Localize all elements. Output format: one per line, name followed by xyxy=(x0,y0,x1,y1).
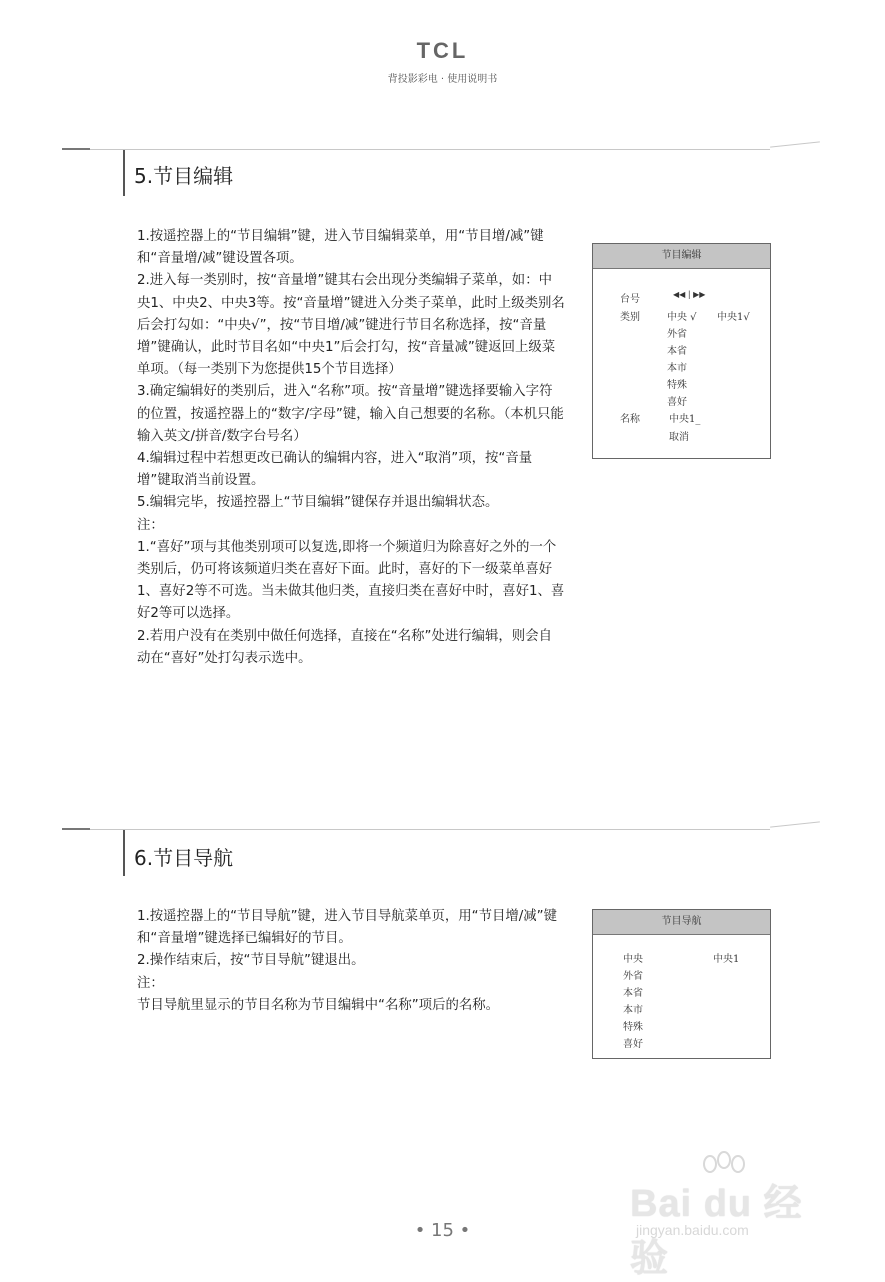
channel-arrows: ◀◀ | ▶▶ xyxy=(673,290,706,299)
cancel-item: 取消 xyxy=(669,432,689,443)
nav-category-item: 喜好 xyxy=(623,1039,643,1050)
section5-body xyxy=(137,226,565,670)
name-value: 中央1_ xyxy=(669,414,701,425)
category-label: 类别 xyxy=(620,312,640,323)
section5-paragraph: 3.确定编辑好的类别后，进入“名称”项。按“音量增”键选择要输入字符的位置，按遥控器上的“数字/字母”键，输入自己想要的名称。（本机只能输入英文/拼音/数字台号名） xyxy=(137,384,564,444)
section6-vertical-bar xyxy=(123,830,125,876)
page-number: • 15 • xyxy=(414,1220,471,1241)
section5-paragraph: 2.若用户没有在类别中做任何选择，直接在“名称”处进行编辑，则会自动在“喜好”处打勾表示选中。 xyxy=(137,628,552,666)
name-label: 名称 xyxy=(620,414,640,425)
section5-paragraph: 5.编辑完毕，按遥控器上“节目编辑”键保存并退出编辑状态。 xyxy=(137,495,499,511)
nav-program-item: 中央1 xyxy=(713,954,740,965)
program-edit-menu-header: 节目编辑 xyxy=(593,244,770,269)
category-item: 本市 xyxy=(667,363,687,374)
manual-subtitle: 背投影彩电 · 使用说明书 xyxy=(387,74,498,85)
nav-category-item: 外省 xyxy=(623,971,643,982)
section5-paragraph: 4.编辑过程中若想更改已确认的编辑内容，进入“取消”项，按“音量增”键取消当前设置。 xyxy=(137,451,533,489)
section5-divider-tail xyxy=(770,141,820,147)
category-item: 特殊 xyxy=(667,380,687,391)
section5-note-label: 注： xyxy=(137,517,164,533)
program-nav-menu-illustration xyxy=(592,909,771,1059)
program-edit-menu-illustration xyxy=(592,243,771,459)
nav-category-item: 特殊 xyxy=(623,1022,643,1033)
section5-paragraph: 1.“喜好”项与其他类别项可以复选,即将一个频道归为除喜好之外的一个类别后，仍可将该频道归类在喜好下面。此时，喜好的下一级菜单喜好1、喜好2等不可选。当未做其他归类，直接归类在喜好中时，喜好1、喜好2等可以选择。 xyxy=(137,539,565,622)
section5-divider xyxy=(90,149,770,150)
section6-paragraph: 2.操作结束后，按“节目导航”键退出。 xyxy=(137,953,365,969)
nav-category-item: 中央 xyxy=(623,954,643,965)
channel-label: 台号 xyxy=(620,294,640,305)
section5-title: 5.节目编辑 xyxy=(134,164,234,188)
category-item: 中央 √ xyxy=(667,312,697,323)
section6-body xyxy=(137,906,565,1017)
section6-divider-tail xyxy=(770,821,820,827)
section6-divider xyxy=(90,829,770,830)
section5-vertical-bar xyxy=(123,150,125,196)
watermark-url: jingyan.baidu.com xyxy=(636,1222,749,1238)
category-item: 本省 xyxy=(667,346,687,357)
sub-item: 中央1√ xyxy=(717,312,750,323)
section5-paragraph: 2.进入每一类别时，按“音量增”键其右会出现分类编辑子菜单，如：中央1、中央2、中央3等。按“音量增”键进入分类子菜单，此时上级类别名后会打勾如：“中央√”，按“节目增/减”键进行节目名称选择，按“音量增”键确认，此时节目名如“中央1”后会打勾，按“音量减”键返回上级菜单项。（每一类别下为您提供15个节目选择） xyxy=(137,273,565,378)
section5-left-mark xyxy=(62,148,90,150)
section6-paragraph: 1.按遥控器上的“节目导航”键，进入节目导航菜单页，用“节目增/减”键和“音量增”键选择已编辑好的节目。 xyxy=(137,909,557,947)
nav-category-item: 本省 xyxy=(623,988,643,999)
section6-paragraph: 节目导航里显示的节目名称为节目编辑中“名称”项后的名称。 xyxy=(137,997,500,1013)
category-item: 喜好 xyxy=(667,397,687,408)
program-nav-menu-header: 节目导航 xyxy=(593,910,770,935)
brand-logo: TCL xyxy=(416,38,469,63)
category-item: 外省 xyxy=(667,329,687,340)
section6-title: 6.节目导航 xyxy=(134,846,234,870)
nav-category-item: 本市 xyxy=(623,1005,643,1016)
section6-left-mark xyxy=(62,828,90,830)
section5-paragraph: 1.按遥控器上的“节目编辑”键，进入节目编辑菜单，用“节目增/减”键和“音量增/减”键设置各项。 xyxy=(137,229,544,267)
watermark-main-text: Bai du 经验 xyxy=(630,1183,803,1280)
section6-note-label: 注： xyxy=(137,975,164,991)
